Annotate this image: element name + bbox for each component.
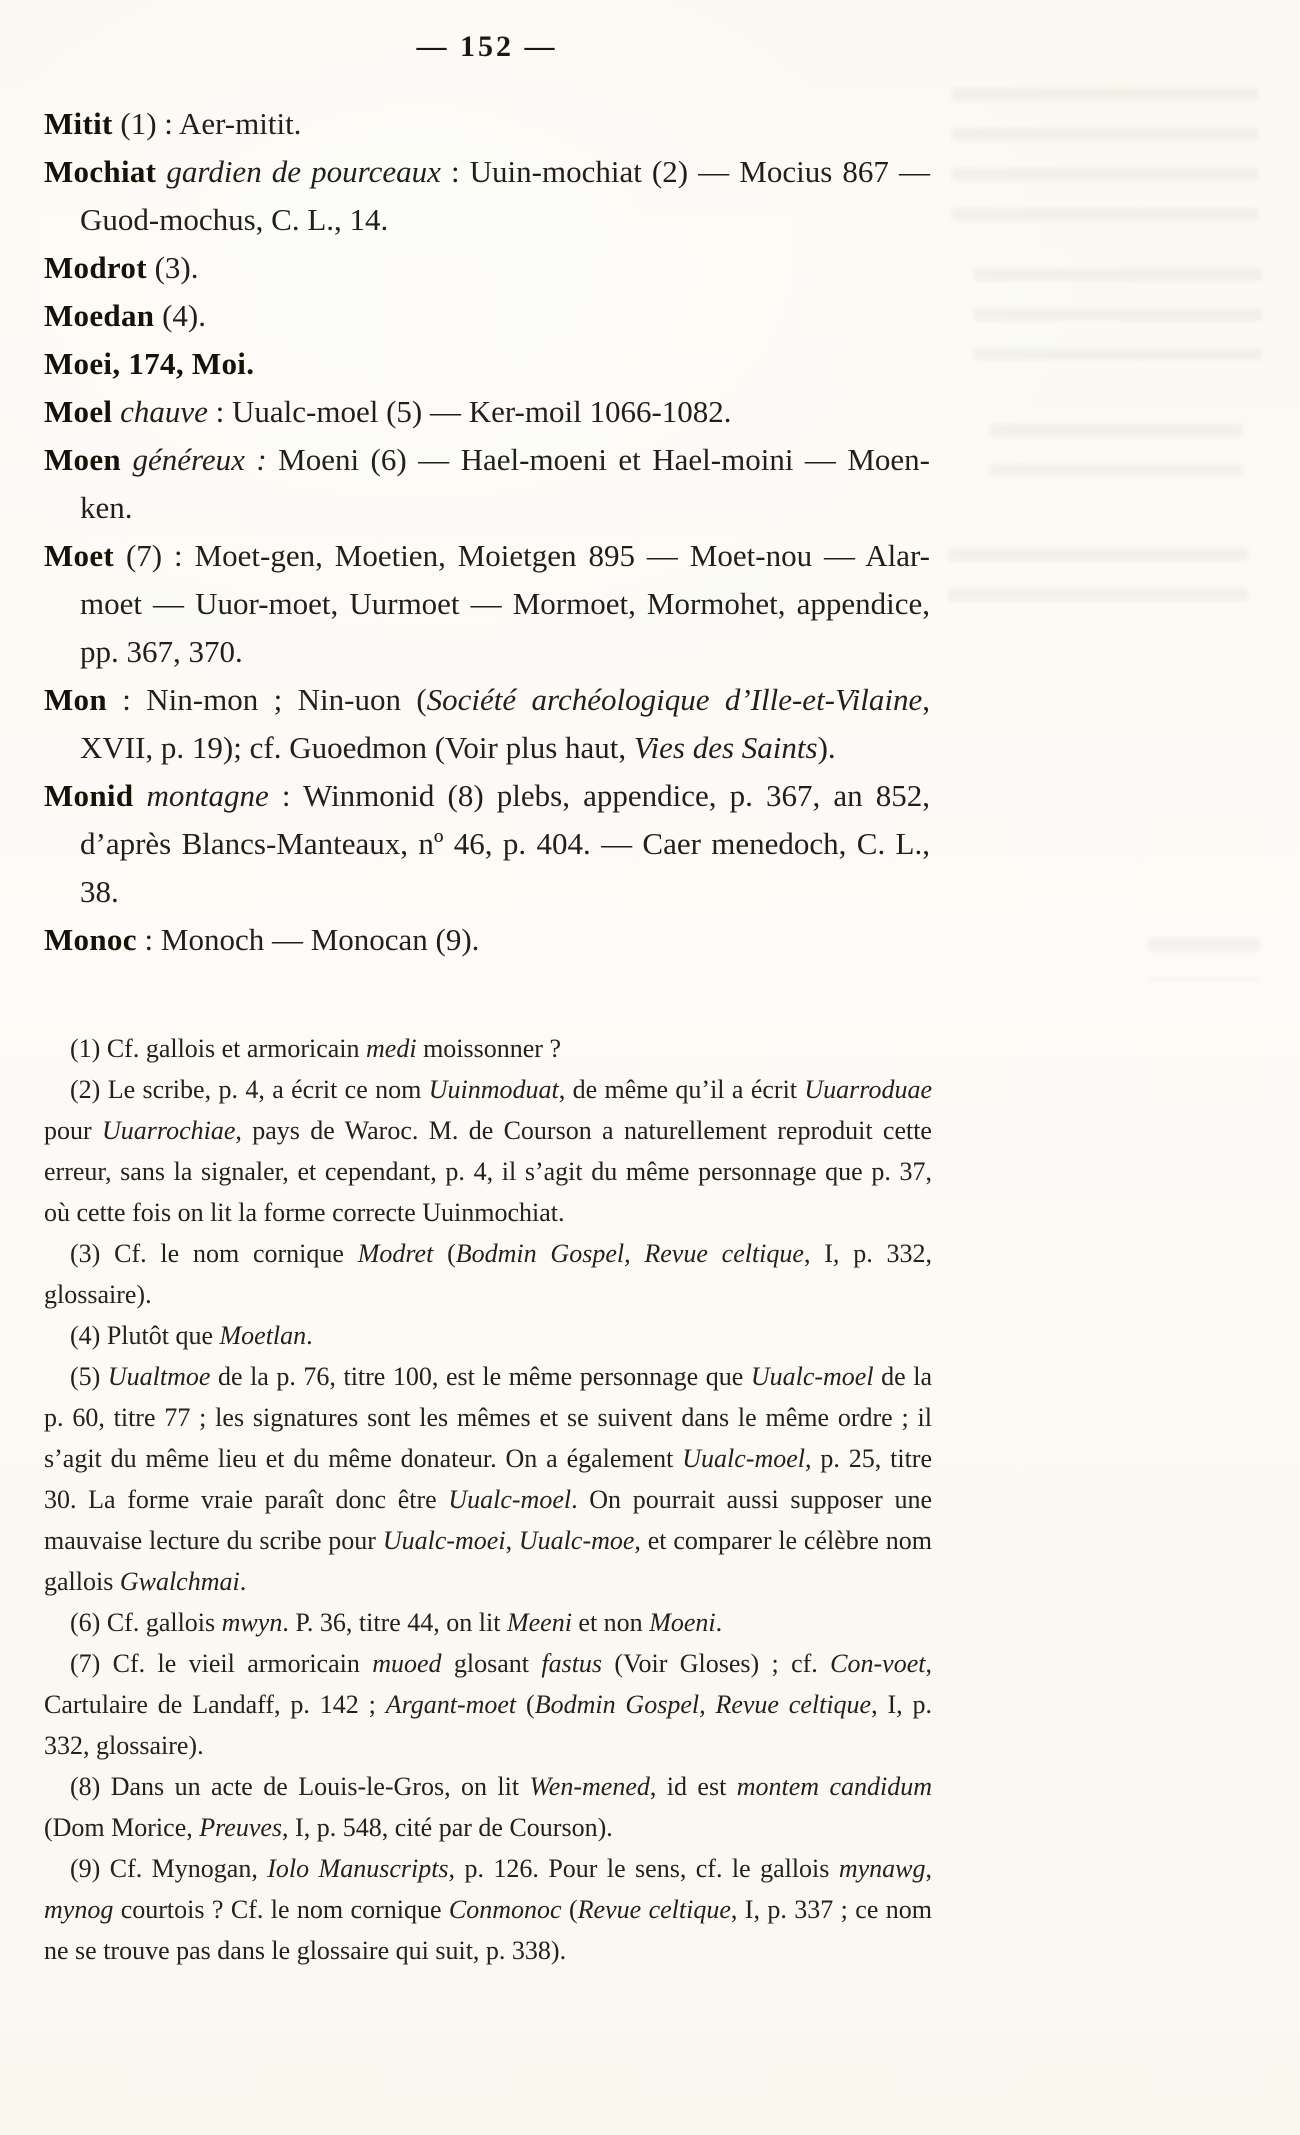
italic-term: Moetlan bbox=[219, 1321, 307, 1350]
italic-term: Vies des Saints bbox=[633, 730, 818, 765]
dictionary-entry: Monid montagne : Winmonid (8) plebs, appendice, p. 367, an 852, d’après Blancs-Manteaux, nº 46, p. 404. — Caer menedoch, C. L., 38. bbox=[44, 778, 930, 909]
italic-term: medi bbox=[366, 1034, 417, 1063]
entry-headword: Moen bbox=[44, 442, 121, 477]
italic-term: Uualc-moe bbox=[518, 1526, 635, 1555]
footnote: (5) Uualtmoe de la p. 76, titre 100, est le même personnage que Uualc-moel de la p. 60, titre 77 ; les signatures sont les mêmes et se suivent dans le même ordre ; il s’agit du même lieu et du même donateur. On a également Uualc-moel, p. 25, titre 30. La forme vraie paraît donc être Uualc-moel. On pourrait aussi supposer une mauvaise lecture du scribe pour Uualc-moei, Uualc-moe, et comparer le célèbre nom gallois Gwalchmai. bbox=[44, 1362, 933, 1596]
dictionary-entry bbox=[44, 340, 930, 388]
entry-headword: Monoc bbox=[44, 922, 137, 957]
dictionary-entry: Moel chauve : Uualc-moel (5) — Ker-moil 1066-1082. bbox=[44, 394, 732, 429]
entry-headword: Moedan bbox=[44, 298, 155, 333]
dictionary-entry: Moet (7) : Moet-gen, Moetien, Moietgen 895 — Moet-nou — Alar-moet — Uuor-moet, Uurmoet — Mormoet, Mormohet, appendice, pp. 367, 370. bbox=[44, 538, 930, 669]
dictionary-entries-section bbox=[44, 100, 930, 964]
entry-headword: Moel bbox=[44, 394, 113, 429]
italic-term: Bodmin Gospel, Revue celtique bbox=[534, 1690, 872, 1719]
entry-headword: Modrot bbox=[44, 250, 147, 285]
footnote: (9) Cf. Mynogan, Iolo Manuscripts, p. 126. Pour le sens, cf. le gallois mynawg, mynog courtois ? Cf. le nom cornique Conmonoc (Revue celtique, I, p. 337 ; ce nom ne se trouve pas dans le glossaire qui suit, p. 338). bbox=[44, 1854, 932, 1965]
italic-term: chauve bbox=[120, 394, 208, 429]
italic-term: Moeni bbox=[649, 1608, 716, 1637]
italic-term: Revue celtique bbox=[577, 1895, 731, 1924]
italic-term: Con-voet bbox=[830, 1649, 926, 1678]
footnote: (4) Plutôt que Moetlan. bbox=[70, 1321, 313, 1350]
entry-headword: Mon bbox=[44, 682, 107, 717]
footnote: (6) Cf. gallois mwyn. P. 36, titre 44, on lit Meeni et non Moeni. bbox=[70, 1608, 723, 1637]
italic-term: Gwalchmai bbox=[119, 1567, 240, 1596]
italic-term: Modret bbox=[357, 1239, 434, 1268]
entry-headword: Mitit bbox=[44, 106, 113, 141]
italic-term: mynog bbox=[44, 1895, 114, 1924]
italic-term: Uualc-moei bbox=[382, 1526, 506, 1555]
italic-term: Wen-mened bbox=[529, 1772, 650, 1801]
italic-term: Uuarrochiae bbox=[102, 1116, 236, 1145]
italic-term: montem candidum bbox=[736, 1772, 933, 1801]
italic-term: Uualc-moel bbox=[750, 1362, 874, 1391]
entry-headword: Mochiat bbox=[44, 154, 157, 189]
italic-term: Uualtmoe bbox=[107, 1362, 211, 1391]
italic-term: mwyn bbox=[221, 1608, 283, 1637]
footnotes-section bbox=[44, 1028, 932, 1971]
italic-term: montagne bbox=[146, 778, 269, 813]
entry-headword: Monid bbox=[44, 778, 134, 813]
dictionary-entry: Modrot (3). bbox=[44, 250, 199, 285]
footnote: (8) Dans un acte de Louis-le-Gros, on lit Wen-mened, id est montem candidum (Dom Morice, Preuves, I, p. 548, cité par de Courson). bbox=[44, 1772, 933, 1842]
dictionary-entry: Monoc : Monoch — Monocan (9). bbox=[44, 922, 480, 957]
italic-term: Uuinmoduat bbox=[428, 1075, 559, 1104]
footnote: (1) Cf. gallois et armoricain medi moissonner ? bbox=[70, 1034, 561, 1063]
entry-headword: Moet bbox=[44, 538, 115, 573]
italic-term: fastus bbox=[541, 1649, 603, 1678]
italic-term: Iolo Manuscripts, bbox=[267, 1854, 456, 1883]
italic-term: Uualc-moel bbox=[682, 1444, 806, 1473]
dictionary-entry: Moedan (4). bbox=[44, 298, 206, 333]
italic-term: Argant-moet bbox=[385, 1690, 517, 1719]
italic-term: Uuarroduae bbox=[804, 1075, 932, 1104]
italic-term: Société archéologique d’Ille-et-Vilaine bbox=[426, 682, 923, 717]
footnote: (2) Le scribe, p. 4, a écrit ce nom Uuinmoduat, de même qu’il a écrit Uuarroduae pour Uuarrochiae, pays de Waroc. M. de Courson a naturellement reproduit cette erreur, sans la signaler, et cependant, p. 4, il s’agit du même personnage que p. 37, où cette fois on lit la forme correcte Uuinmochiat. bbox=[44, 1075, 932, 1227]
italic-term: mynawg bbox=[838, 1854, 926, 1883]
italic-term: Bodmin Gospel, Revue celtique bbox=[455, 1239, 804, 1268]
italic-term: muoed bbox=[372, 1649, 442, 1678]
italic-term: Meeni bbox=[506, 1608, 572, 1637]
italic-term: Preuves bbox=[199, 1813, 283, 1842]
dictionary-entry: Moen généreux : Moeni (6) — Hael-moeni et Hael-moini — Moen-ken. bbox=[44, 442, 931, 525]
italic-term: Uualc-moel bbox=[448, 1485, 572, 1514]
italic-term: Conmonoc bbox=[448, 1895, 562, 1924]
italic-term: gardien de pourceaux bbox=[166, 154, 441, 189]
footnote: (7) Cf. le vieil armoricain muoed glosant fastus (Voir Gloses) ; cf. Con-voet, Cartulaire de Landaff, p. 142 ; Argant-moet (Bodmin Gospel, Revue celtique, I, p. 332, glossaire). bbox=[44, 1649, 932, 1760]
italic-term: généreux : bbox=[132, 442, 267, 477]
dictionary-entry: Mochiat gardien de pourceaux : Uuin-mochiat (2) — Mocius 867 — Guod-mochus, C. L., 14. bbox=[44, 154, 930, 237]
dictionary-entry: Mitit (1) : Aer-mitit. bbox=[44, 106, 302, 141]
footnote: (3) Cf. le nom cornique Modret (Bodmin Gospel, Revue celtique, I, p. 332, glossaire). bbox=[44, 1239, 932, 1309]
dictionary-entry: Mon : Nin-mon ; Nin-uon (Société archéologique d’Ille-et-Vilaine, XVII, p. 19); cf. Guoedmon (Voir plus haut, Vies des Saints). bbox=[44, 682, 930, 765]
page-number: — 152 — bbox=[416, 30, 558, 63]
entry-headword: Moei, 174, Moi. bbox=[44, 346, 255, 381]
